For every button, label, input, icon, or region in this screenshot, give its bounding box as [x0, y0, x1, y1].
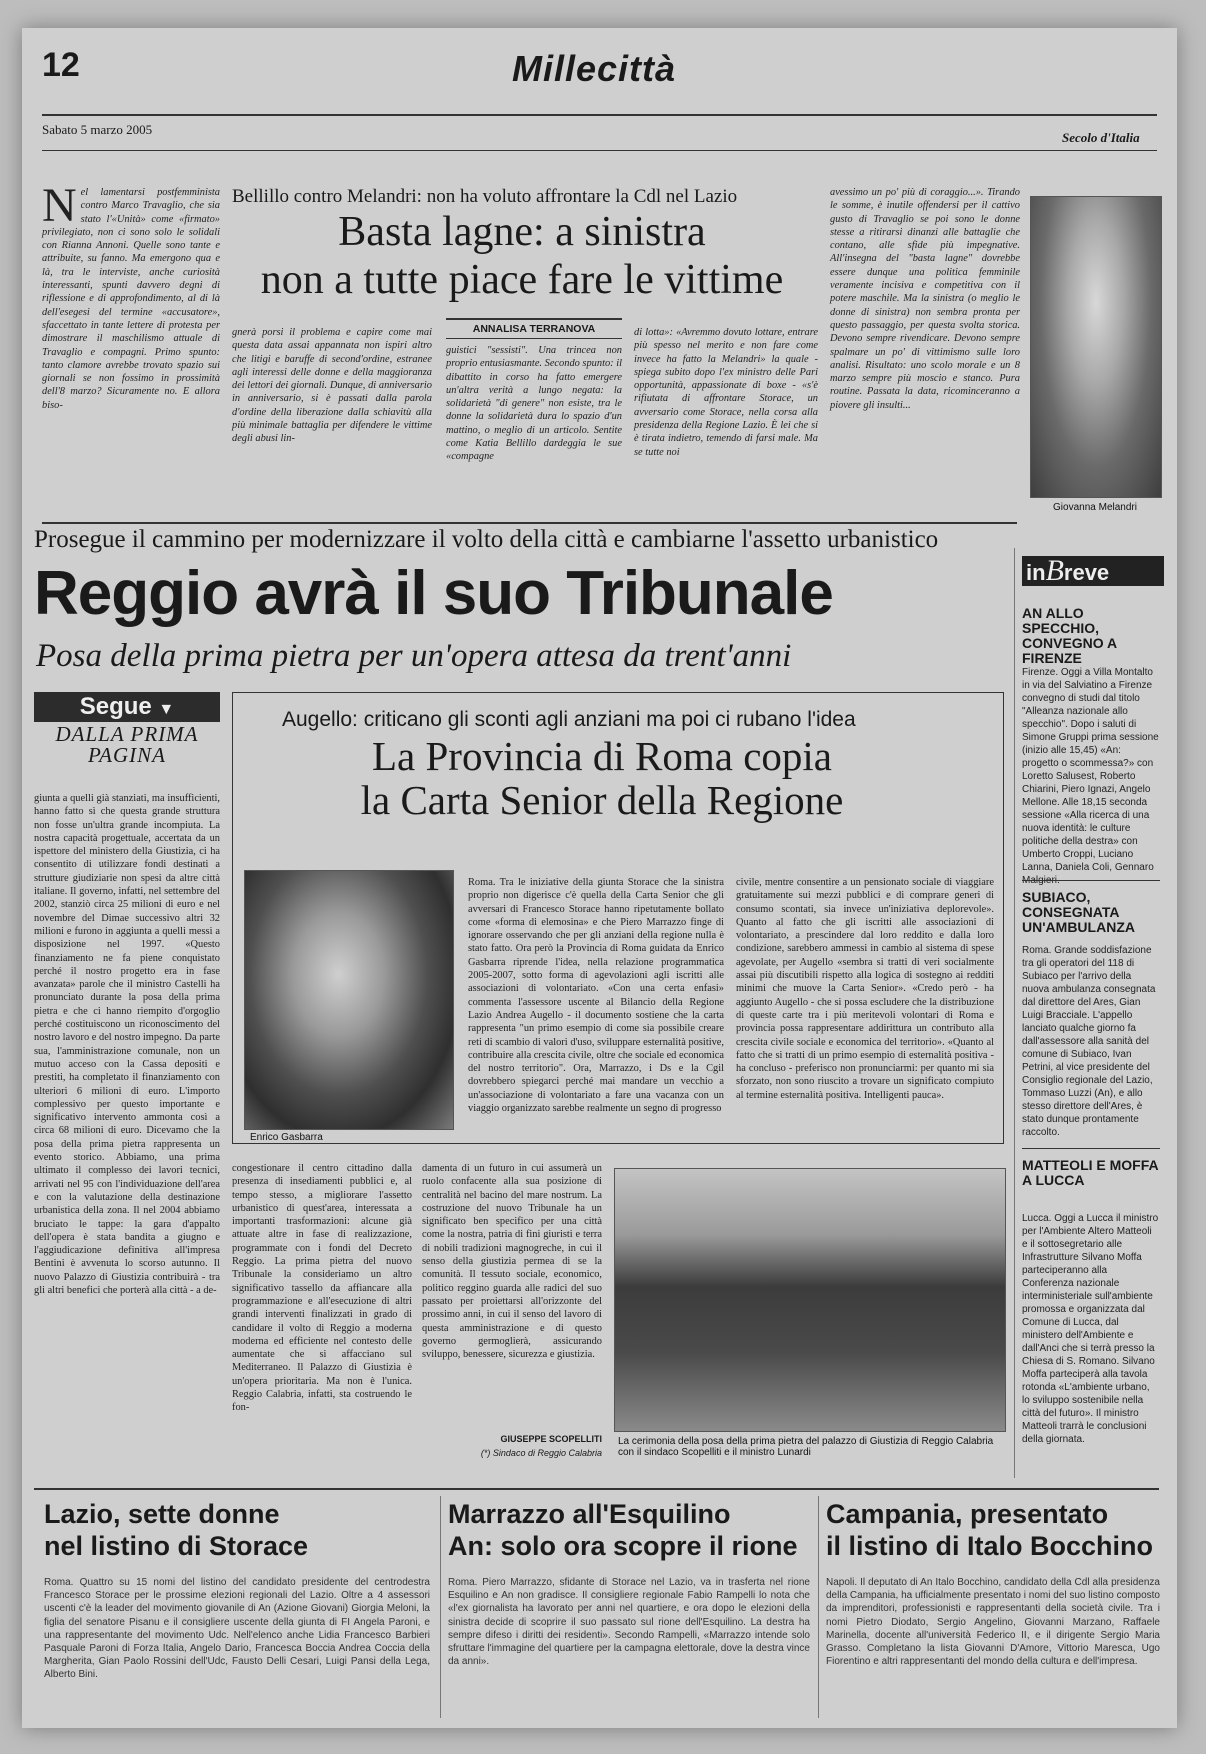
ceremony-photo-caption: La cerimonia della posa della prima pietra del palazzo di Giustizia di Reggio Calabria con il sindaco Scopelliti e il ministro Lunardi — [618, 1436, 994, 1458]
article3-kicker: Augello: criticano gli sconti agli anziani ma poi ci rubano l'idea — [282, 708, 856, 731]
in-breve-logo-b: B — [1045, 554, 1064, 587]
bottom-story-3-title-line1: Campania, presentato — [826, 1499, 1109, 1529]
melandri-photo-caption: Giovanna Melandri — [1053, 502, 1137, 513]
article2-signature: GIUSEPPE SCOPELLITI — [500, 1434, 602, 1444]
article3-column-1: Roma. Tra le iniziative della giunta Storace che la sinistra proprio non digerisce c'è quella della Carta Senior che gli avversari di Francesco Storace hanno ripetutamente bollato come «forma di elemosina» e che Piero Marrazzo finge di ignorare osservando che per gli anziani della regione nulla è stato fatto. Ora però la Provincia di Roma guidata da Enrico Gasbarra riprende l'idea, nella relazione programmatica 2005-2007, sotto forma di agevolazioni agli iscritti alle associazioni di volontariato. «Con una certa enfasi» commenta l'assessore uscente al Bilancio della Regione Lazio Andrea Augello - il documento sostiene che la carta rappresenta "un primo esempio di come sia possibile creare reti di scambio di valori d'uso, sviluppare esternalità positive, contribuire alla crescita civile, oltre che sociale ed economica del nostro territorio". Ora, Marrazzo, i Ds e la Cgil dovrebbero spiegarci perché mai mandare un vecchio a un'associazione di volontariato a fare una vacanza con un viaggio organizzato sarebbe realmente un segno di progresso — [468, 877, 724, 1115]
section-masthead: Millecittà — [512, 48, 677, 89]
header-rule-bottom — [42, 150, 1157, 151]
bottom-column-divider — [818, 1496, 819, 1718]
article1-column-5: avessimo un po' più di coraggio...». Tirando le somme, è inutile offendersi per il cattivo gusto di Travaglio se poi sono le donne stesse a ritirarsi dinanzi alle battaglie che contano, alle sfide più impegnative. All'insegna del "basta lagne" dovrebbe essere dunque una politica femminile veramente incisiva e competitiva con il potere maschile. Ma la sinistra (o meglio le donne di sinistra) non sembra pronta per questo passaggio, per questa svolta storica. Devono sempre rivendicare. Devono sempre spalmare un po' di vittimismo sulle loro analisi. Risultato: uno scolo morale e un 8 marzo sempre più moscio e stanco. Pura routine. Passata la data, ricominceranno a piovere gli insulti... — [830, 187, 1020, 411]
in-breve-logo — [1022, 556, 1164, 586]
article1-headline-line2: non a tutte piace fare le vittime — [260, 257, 784, 303]
breve-item-3-body: Lucca. Oggi a Lucca il ministro per l'Ambiente Altero Matteoli e il sottosegretario alle Infrastrutture Silvano Moffa parteciperanno alla Conferenza nazionale interministeriale sull'ambiente promossa e organizzata dal Comune di Lucca, dal ministero dell'Ambiente e dall'Anci che si terrà presso la Chiesa di S. Romano. Silvano Moffa parteciperà alla tavola rotonda «L'ambiente urbano, lo sviluppo sostenibile nella città del futuro». Il ministro Matteoli trarrà le conclusioni della giornata. — [1022, 1213, 1159, 1445]
bottom-story-2-body: Roma. Piero Marrazzo, sfidante di Storace nel Lazio, va in trasferta nel rione Esquilino e An non gradisce. Il consigliere regionale Fabio Rampelli lo nota che «l'ex giornalista ha lavorato per anni nel quartiere, e ora dopo le elezioni della sinistra decide di scoprire il suo passato sul rione dell'Esquilino. La destra ha sempre difeso i diritti dei residenti». Secondo Rampelli, «Marrazzo intende solo sfruttare l'immagine del quartiere per la campagna elettorale, dove la destra vince da anni». — [448, 1577, 810, 1668]
segue-arrow-icon: ▼ — [158, 701, 175, 718]
bottom-story-2-title-line1: Marrazzo all'Esquilino — [448, 1499, 731, 1529]
bottom-divider — [34, 1488, 1159, 1490]
header-rule — [42, 114, 1157, 116]
article1-kicker: Bellillo contro Melandri: non ha voluto affrontare la Cdl nel Lazio — [232, 186, 738, 207]
bottom-story-1-title-line2: nel listino di Storace — [44, 1531, 309, 1561]
article1-column-3: guistici "sessisti". Una trincea non proprio entusiasmante. Secondo spunto: il dibattito in corso ha fatto emergere un'altra verità a lungo negata: la solidarietà "di genere" non esiste, tra le donne la solidarietà dura lo spazio d'un mattino, o meglio di un articolo. Sentite come Katia Bellillo dardeggia le sue «compagne — [446, 345, 622, 463]
article1-column-4: di lotta»: «Avremmo dovuto lottare, entrare più spesso nel merito e non fare come invece ha fatto la Melandri» la quale - spiega subito dopo l'ex ministro delle Pari opportunità, appassionate di boxe - «s'è rifiutata di affrontare Storace, un avversario come Storace, nella corsa alla presidenza della Regione Lazio. È lei che si è tirata indietro, temendo di farsi male. Ma se tutte noi — [634, 327, 818, 458]
newspaper-page — [22, 28, 1177, 1728]
article1-headline-line1: Basta lagne: a sinistra — [338, 209, 706, 255]
melandri-photo — [1030, 196, 1162, 498]
bottom-story-1-title — [44, 1498, 434, 1562]
article1-headline — [227, 208, 817, 304]
ceremony-photo — [614, 1168, 1006, 1432]
article1-column-1 — [42, 179, 220, 526]
bottom-story-2-title — [448, 1498, 814, 1562]
article2-kicker: Prosegue il cammino per modernizzare il volto della città e cambiarne l'assetto urbanistico — [34, 526, 939, 553]
article2-headline: Reggio avrà il suo Tribunale — [34, 559, 833, 628]
in-breve-logo-in: in — [1026, 560, 1046, 585]
article2-column-1: giunta a quelli già stanziati, ma insufficienti, hanno fatto sì che questa grande struttura non fosse un'ultra grande incompiuta. La nostra capacità progettuale, accertata da un ispettore del ministero della Giustizia, ci ha consentito di utilizzare fondi destinati a strutture giudiziarie non spesi da altre città italiane. Il governo, infatti, nel settembre del 2002, stanziò circa 25 milioni di euro e nel novembre del Dimae successivo altri 32 milioni e furono in aggiunta a quelli messi a disposizione nel 1997. «Questo finanziamento ne fa piene conquistato perché il nostro progetto era in fase avanzata» parole che il ministro Castelli ha pronunciato durante la posa della prima pietra e che ci hanno riempito d'orgoglio perché costituiscono un riconoscimento del nostro lavoro e del nostro impegno. Da parte sua, l'amministrazione comunale, non un mutuo acceso con la Cassa depositi e prestiti, ha completato il finanziamento con ulteriori 6 milioni di euro. L'importo complessivo per questo importante e significativo intervento ammonta così a circa 68 milioni di euro. Dicevamo che la posa della prima pietra rappresenta un evento storico. Abbiamo, una prima ultimato il complesso dei lavori tecnici, arrivati nel 95 con l'individuazione dell'area e con la valutazione della destinazione urbanistica della zona. Il nel 2004 abbiamo bruciato le tappe: la gara d'appalto dell'opera è stata bandita a giugno e l'aggiudicazione definitiva all'impresa Bentini è avvenuta lo scorso autunno. Il nuovo Palazzo di Giustizia contribuirà - tra gli altri benefici che porterà alla città - a de- — [34, 793, 220, 1296]
issue-date: Sabato 5 marzo 2005 — [42, 122, 153, 137]
article3-headline-line2: la Carta Senior della Regione — [360, 777, 844, 823]
bottom-column-divider — [440, 1496, 441, 1718]
article3-column-2: civile, mentre consentire a un pensionato sociale di viaggiare gratuitamente sui mezzi pubblici e di comprare generi di consumo scontati, sia invece un'iniziativa deplorevole». Quanto al fatto che gli iscritti alle associazioni di volontariato, a prescindere dal loro reddito e dalla loro condizione, sarebbero ammessi in cambio al sistema di spese agevolate, per Augello «sembra si tratti di veri socialmente assai più discutibili rispetto alla logica di sostegno ai redditi minimi che muove la Carta Senior». «Credo però - ha aggiunto Augello - che si possa escludere che la distribuzione di queste carte tra i più meritevoli volontari di Roma e provincia possa rappresentare addirittura un contributo alla crescita civile sociale e economica del territorio». «Quanto al fatto che si tratti di un primo esempio di esternalità positiva - ha concluso - preferisco non pronunciarmi: per quanto mi sia sforzato, non sono riuscito a trovare un significato compiuto al termine esternalità positiva. Intelligenti pauca». — [736, 877, 994, 1101]
breve-divider — [1022, 1148, 1160, 1149]
bottom-story-1-title-line1: Lazio, sette donne — [44, 1499, 280, 1529]
article1-column-2: gnerà porsi il problema e capire come mai questa data assai appannata non ispiri altro che litigi e baruffe di second'ordine, estranee agli interessi delle donne e della maggioranza dei lettori dei giornali. Dunque, di anniversario in anniversario, si è passati dalla parola d'ordine della liberazione dalla schiavitù alla più minimale battaglia per difendere le vittime degli abusi lin- — [232, 327, 432, 445]
bottom-story-3-title-line2: il listino di Italo Bocchino — [826, 1531, 1154, 1561]
page-number: 12 — [42, 46, 80, 84]
in-breve-logo-rest: reve — [1063, 560, 1110, 585]
article1-dropcap: N — [42, 179, 77, 232]
article3-headline-line1: La Provincia di Roma copia — [372, 733, 832, 779]
section-divider — [42, 522, 1017, 524]
breve-item-2-title: SUBIACO, CONSEGNATA UN'AMBULANZA — [1022, 889, 1135, 935]
newspaper-name: Secolo d'Italia — [1062, 130, 1140, 145]
breve-divider — [1022, 880, 1160, 881]
breve-item-2-body: Roma. Grande soddisfazione tra gli operatori del 118 di Subiaco per l'arrivo della nuova ambulanza consegnata dal direttore del Ares, Gian Luigi Bracciale. L'appello lanciato qualche giorno fa dall'assessore alla sanità del comune di Subiaco, Ivan Petrini, al vice presidente del Consiglio regionale del Lazio, Tommaso Luzzi (An), e allo stesso direttore dell'Ares, è stato dunque prontamente raccolto. — [1022, 945, 1156, 1138]
breve-item-3-title: MATTEOLI E MOFFA A LUCCA — [1022, 1157, 1159, 1188]
breve-item-1-title: AN ALLO SPECCHIO, CONVEGNO A FIRENZE — [1022, 605, 1117, 666]
article1-col1-text: el lamentarsi postfemminista contro Marco Travaglio, che sia stato l'«Unità» come «firmato» privilegiato, non ci sono solo le solidali con Rianna Annoni. Quelle sono tante e attribuite, su fanno. Ma emergono qua e là, tra le interviste, anche curiosità interessanti, spunti davvero degni di riflessione e di approfondimento, al di là dell'esegesi del termine «accusatore», sfaccettato in tante lettere di protesta per dimostrare il maschilismo attuale di Travaglio e compagni. Primo spunto: tanto clamore avrebbe trovato spazio sui giornali se non fossimo in prossimità dell'8 marzo? Sicuramente no. E allora biso- — [42, 187, 220, 411]
bottom-story-1-body: Roma. Quattro su 15 nomi del listino del candidato presidente del centrodestra Francesco Storace per le prossime elezioni regionali del Lazio. Oltre a 4 assessori uscenti c'è la leader del movimento giovanile di An (Azione Giovani) Giorgia Meloni, la figlia del senatore Pisanu e il consigliere uscente della giunta di FI Angela Paroni, e una rappresentante del movimento Udc. Nell'elenco anche Lidia Francesco Barbieri Pasquale Paroni di Forza Italia, Angelo Dario, Francesca Boccia Andrea Coccia della Margherita, Gian Paolo Rossini dell'Udc, Fausto Delli Cesari, Luigi Pansi della Lega, Alberto Bini. — [44, 1577, 430, 1681]
breve-item-1-body: Firenze. Oggi a Villa Montalto in via del Salviatino a Firenze convegno di studi dal titolo "Alleanza nazionale allo specchio". Dopo i saluti di Simone Gruppi prima sessione (inizio alle 15,45) «An: progetto o scommessa?» con Loretto Salusest, Roberto Chiarini, Piero Ignazi, Angelo Mellone. Alle 18,15 seconda sessione «Alla ricerca di una nuova identità: le culture politiche della destra» con Umberto Croppi, Luciano Lanna, Daniela Coli, Gennaro — [1022, 667, 1159, 873]
segue-label — [34, 692, 220, 722]
bottom-story-2-title-line2: An: solo ora scopre il rione — [448, 1531, 798, 1561]
article2-signature-role: (*) Sindaco di Reggio Calabria — [480, 1448, 602, 1458]
bottom-story-3-body: Napoli. Il deputato di An Italo Bocchino, candidato della Cdl alla presidenza della Campania, ha ufficialmente presentato i nomi del suo listino composto da imprenditori, professionisti e rappresentanti della società civile. Tra i nomi Pietro Diodato, Sergio Angelino, Giovanni Marzano, Raffaele Marinella, docente all'università Federico II, e il dirigente Sergio Maria Grasso. Completano la lista Giovanni D'Amore, Vittorio Maresca, Ugo Fiorentino e altri rappresentanti del mondo della cultura e dell'impresa. — [826, 1577, 1160, 1668]
gasbarra-photo-caption: Enrico Gasbarra — [250, 1132, 323, 1143]
segue-text: Segue — [79, 693, 152, 720]
article3-headline — [292, 734, 912, 822]
segue-sub-label: DALLA PRIMA PAGINA — [55, 722, 199, 767]
article2-column-2: congestionare il centro cittadino dalla presenza di insediamenti pubblici e, al tempo stesso, a migliorare l'assetto urbanistico di quest'area, interessata a importanti trasformazioni: alcune già attuate altre in fase di realizzazione, programmate con i fondi del Decreto Reggio. La prima pietra del nuovo Tribunale la consideriamo un altro significativo tassello da affiancare alla programmazione e all'esecuzione di altri grandi interventi finalizzati in grado di candidare il volto di Reggio a moderna moderna ed efficiente nel contesto delle aumentate che si affacciano sul Mediterraneo. Il Palazzo di Giustizia è un'opera prioritaria. Ma non è l'unica. Reggio Calabria, infatti, sta costruendo le fon- — [232, 1163, 412, 1414]
article2-subhead: Posa della prima pietra per un'opera attesa da trent'anni — [36, 638, 792, 674]
sidebar-divider — [1014, 548, 1015, 1478]
article1-author: ANNALISA TERRANOVA — [446, 318, 622, 339]
gasbarra-photo — [244, 870, 454, 1130]
article2-column-3: damenta di un futuro in cui assumerà un ruolo confacente alla sua posizione di centralità nel bacino del mare nostrum. La costruzione del nuovo Tribunale ha un significato ben specifico per una città come la nostra, patria di fini giuristi e terra di nobili tradizioni magnogreche, in cui il senso della giustizia permea di se la comunità. Il tessuto sociale, economico, politico reggino guarda alle radici del suo passato per proiettarsi all'orizzonte del prossimo anni, in cui il senso del lavoro di questa amministrazione e di questo governo germoglierà, assicurando sviluppo, benessere, sicurezza e giustizia. — [422, 1163, 602, 1361]
bottom-story-3-title — [826, 1498, 1166, 1562]
